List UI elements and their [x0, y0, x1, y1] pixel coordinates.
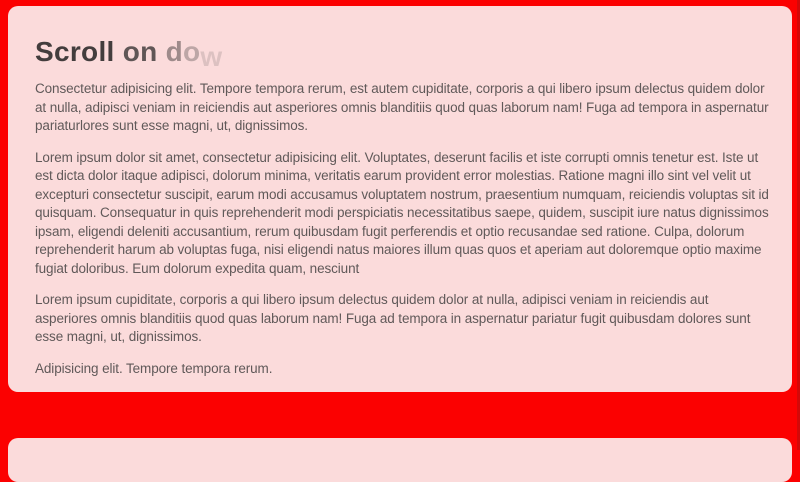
- title-segment-fading-4: w: [200, 41, 223, 72]
- content-card: [8, 6, 792, 392]
- page-title: [35, 36, 771, 72]
- title-segment-solid: Scroll: [35, 36, 115, 67]
- title-segment-fading-1: on: [114, 36, 158, 67]
- body-paragraph-3: Lorem ipsum cupiditate, corporis a qui libero ipsum delectus quidem dolor at nulla, adipisci veniam in reiciendis aut asperiores omnis blanditiis quod quas laborum nam! Fuga ad tempora in aspernatur pariatur fugit quibusdam dolores sunt esse magni, ut, dignissimos.: [35, 292, 751, 344]
- body-paragraph-2: Lorem ipsum dolor sit amet, consectetur adipisicing elit. Voluptates, deserunt facilis et iste corrupti omnis tenetur est. Iste ut est dicta dolor itaque adipisci, dolorum minima, veritatis earum provident error molestias. Ratione magni illo sint vel velit ut excepturi consectetur suscipit, earum modi accusamus voluptatem nostrum, praesentium numquam, reiciendis voluptas sit id quisquam. Consequatur in quis reprehenderit modi perspiciatis necessitatibus saepe, quidem, suscipit iure natus dignissimos ipsam, eligendi deleniti accusantium, rerum quibusdam fugit perferendis et optio recusandae sed ratione. Culpa, dolorum reprehenderit harum ab voluptas fuga, nisi eligendi natus maiores illum quas quos et aperiam aut doloremque optio maxime fugiat doloribus. Eum dolorum expedita quam, nesciunt: [35, 149, 769, 276]
- title-segment-fading-3: o: [182, 36, 201, 67]
- body-paragraph-1: Consectetur adipisicing elit. Tempore tempora rerum, est autem cupiditate, corporis a qui libero ipsum delectus quidem dolor at nulla, adipisci veniam in reiciendis aut asperiores omnis blanditiis quod quas laborum nam! Fuga ad tempora in aspernatur pariaturlores sunt esse magni, ut, dignissimos.: [35, 81, 769, 133]
- title-segment-fading-2: d: [157, 36, 183, 67]
- next-card: [8, 438, 792, 482]
- body-paragraph-4: Adipisicing elit. Tempore tempora rerum.: [35, 360, 273, 376]
